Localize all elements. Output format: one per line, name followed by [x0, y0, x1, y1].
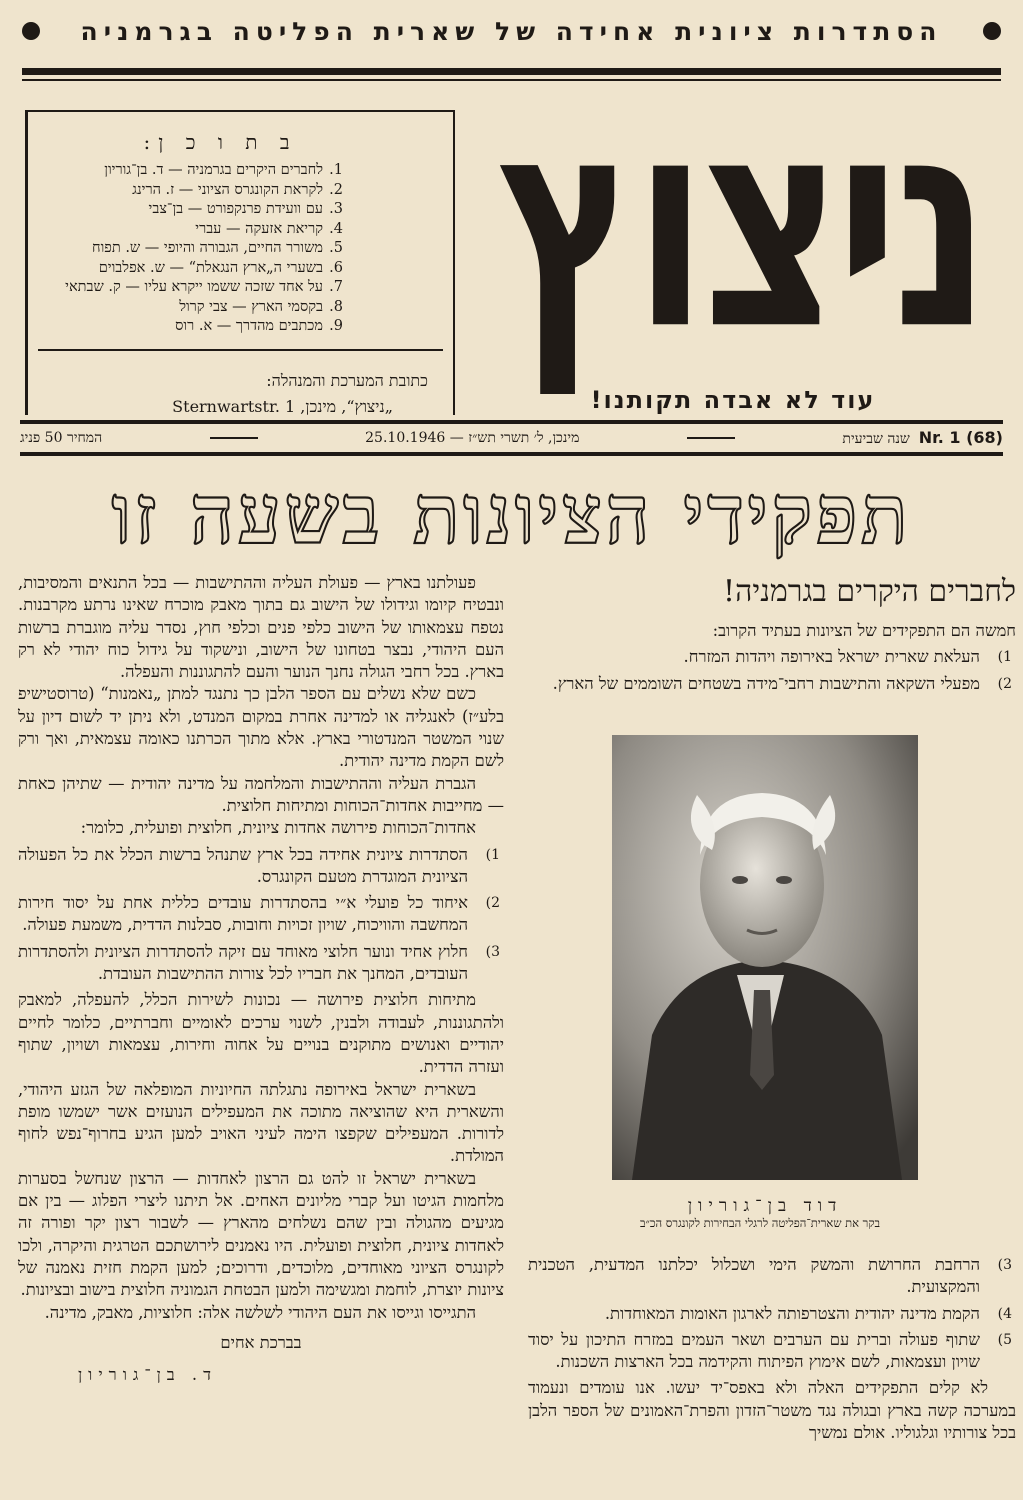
toc-text: עם וועידת פרנקפורט — בן־צבי — [148, 201, 323, 217]
toc-list — [28, 161, 453, 337]
task-number: 4) — [997, 1305, 1012, 1322]
article-left-column — [18, 572, 504, 1386]
toc-text: בשערי ה„ארץ הנגאלת“ — ש. אפלבוים — [98, 259, 323, 276]
article-paragraph: הגברת העליה וההתישבות והמלחמה על מדינה יהודית — שתיהן כאחת — מחייבות אחדות־הכוחות ומתיחות חלוצית. — [18, 773, 504, 815]
task-text: הרחבת החרושת והמשק הימי ושכלול יכלתנו המדעית, הטכנית והמקצועית. — [528, 1255, 980, 1297]
task-text: העלאת שארית ישראל באירופה ויהדות המזרח. — [683, 647, 980, 667]
list-text: איחוד כל פועלי א״י בהסתדרות עובדים כללית אחת על יסוד חירות המחשבה והוויכוח, שויון זכויות וחובות, סבלנות הדדית, משמעת פעולה. — [18, 893, 468, 935]
divider — [210, 437, 258, 439]
issue-date: מינכן, ל׳ תשרי תש״ז — 25.10.1946 — [365, 429, 580, 446]
toc-text: לחברים היקרים בגרמניה — ד. בן־גוריון — [104, 162, 323, 178]
toc-number: 7. — [329, 279, 343, 295]
toc-text: משורר החיים, הגבורה והיופי — ש. תפוח — [91, 240, 323, 256]
toc-item — [38, 317, 343, 337]
toc-text: מכתבים מהדרך — א. רוס — [175, 318, 323, 334]
task-number: 3) — [997, 1257, 1012, 1273]
task-item — [528, 673, 1016, 695]
task-number: 1) — [997, 649, 1012, 666]
toc-number: 3. — [329, 201, 343, 217]
toc-number: 9. — [329, 318, 343, 334]
address-label: כתובת המערכת והמנהלה: — [266, 370, 428, 390]
task-number: 2) — [997, 675, 1012, 692]
list-text: הסתדרות ציונית אחידה בכל ארץ שתנהל ברשות הכלל את כל הפעולה הציונית המוגדרת מטעם הקונגרס. — [18, 844, 468, 886]
list-item — [18, 941, 504, 986]
article-paragraph: כשם שלא נשלים עם הספר הלבן כך נתנגד למתן „נאמנות“ (טרוסטישיפ בלע״ז) לאנגליה או למדינה אחרת במקום המנדט, ולא ניתן יד לשום דיון על שנוי המשטר המנדטורי בארץ. אלא מתוך הכרתנו כאומה עצמאית, ואך ורק לשם הקמת מדינה יהודית. — [18, 684, 504, 771]
toc-number: 8. — [329, 298, 343, 315]
bullet-icon — [22, 22, 40, 40]
list-number: 3) — [485, 943, 500, 960]
toc-number: 4. — [329, 220, 343, 237]
task-item — [528, 1303, 1016, 1325]
article-paragraph: לא קלים התפקידים האלה ולא באפס־יד יעשו. אנו עומדים ונעמוד במערכה קשה בארץ ובגולה נגד משטר־הזדון והפרת־האמונים של הספר הלבן בכל צורותיו וגלגוליו. אולם נמשיך — [528, 1378, 1016, 1443]
dateline — [20, 426, 1003, 450]
task-item — [528, 1254, 1016, 1299]
toc-title: ב ת ו כ ן: — [143, 130, 298, 154]
toc-text: על אחד שזכה ששמו ייקרא עליו — ק. שבתאי — [65, 279, 323, 295]
portrait-image — [612, 735, 918, 1180]
address: „ניצוץ“, מינכן, Sternwartstr. 1 — [172, 396, 393, 416]
list-number: 1) — [485, 846, 500, 863]
task-text: הקמת מדינה יהודית והצטרפותה לארגון האומות המאוחדות. — [604, 1303, 980, 1323]
task-item — [528, 1329, 1016, 1374]
toc-item — [38, 278, 343, 298]
article-paragraph: פעולתנו בארץ — פעולת העליה וההתישבות — בכל התנאים והמסיבות, ונבטיח קיומו וגידולו של הישוב גם בתוך מאבק מוכרח שאינו נרתע מקרבנות. נטפח עצמאותו של הישוב כלפי פנים וכלפי חוץ, נסדר עליה מוגברת ברשות העם היהודי, נבצר בטחונו של הישוב, ונישקוד על גידול כוח יהודי לא רק בארץ. בכל רחבי הגולה נחנך הנוער והעם להתגוננות והעפלה. — [18, 573, 504, 682]
article-right-column — [528, 572, 1016, 699]
toc-item — [38, 239, 343, 259]
toc-item — [38, 298, 343, 318]
volume-year: שנה שביעית — [842, 431, 910, 447]
task-list — [528, 646, 1016, 695]
photo-caption: דוד בן־גוריון — [687, 1196, 843, 1216]
newspaper-logo: ניצוץ — [497, 54, 985, 394]
dateline-rule-top — [20, 420, 1003, 424]
table-of-contents — [25, 110, 455, 415]
article-subhead: לחברים היקרים בגרמניה! — [723, 574, 1016, 609]
list-text: חלוץ אחיד ונוער חלוצי מאוחד עם זיקה להסתדרות הציונית ולהסתדרות העובדים, המחנך את חבריו לכל צורות ההתישבות העובדת. — [18, 941, 468, 984]
article-paragraph: בשארית ישראל באירופה נתגלתה החיוניות המופלאה של הגזע היהודי, והשארית היא שהוציאה מתוכה את המעפילים הנועזים אשר ישמשו מופת לדורות. המעפילים שקפצו הימה לעיני האויב למען הגיע בחרוף־נפש לחוף המולדת. — [18, 1079, 504, 1166]
divider — [687, 437, 735, 439]
toc-number: 2. — [329, 181, 343, 198]
article-paragraph: חמשה הם התפקידים של הציונות בעתיד הקרוב: — [712, 621, 1016, 640]
organization-name: הסתדרות ציונית אחידה של שארית הפליטה בגרמניה — [80, 16, 943, 46]
photo-subcaption: בקר את שארית־הפליטה לרגלי הבחירות לקונגרס הכ״ב — [639, 1216, 881, 1230]
toc-item — [38, 200, 343, 220]
list-item — [18, 844, 504, 889]
toc-number: 6. — [329, 259, 343, 276]
toc-text: בקסמי הארץ — צבי קרול — [179, 298, 323, 315]
price: המחיר 50 פניג — [20, 429, 103, 446]
toc-text: לקראת הקונגרס הציוני — ז. הרינג — [132, 181, 323, 198]
article-right-column-continued — [528, 1250, 1016, 1444]
list-item — [18, 892, 504, 937]
divider — [38, 349, 443, 351]
task-text: שתוף פעולה וברית עם הערבים ושאר העמים במזרח התיכון על יסוד שויון ועצמאות, לשם אימוץ הפיתוח והקידמה בכל הארצות השכנות. — [528, 1329, 980, 1372]
task-item — [528, 646, 1016, 668]
issue-number: Nr. 1 (68) — [918, 428, 1003, 447]
issue-info — [842, 428, 1003, 448]
article-paragraph: מתיחות חלוצית פירושה — נכונות לשירות הכלל, להעפלה, למאבק ולהתגוננות, לעבודה ולבנין, לשנוי ערכים לאומיים וחברתיים, כלומר לחיים יהודיים ואנושים מתוקנים בנויים על אחוה וחירות, עצמאות ושויון, שתוף ועזרה הדדית. — [18, 990, 504, 1077]
portrait-photo — [612, 735, 918, 1180]
toc-number: 1. — [329, 162, 343, 178]
toc-item — [38, 181, 343, 201]
article-paragraph: בשארית ישראל זו להט גם הרצון לאחדות — הרצון שנחשל בסערות מלחמות הגיטו ועל קברי מליונים האחים. אל תיתנו ליצרי הפלוג — בין אם מגיעים מהגולה ובין שהם נשלחים מהארץ — לשבור רצון יקר ופורה זה לאחדות ציונית, חלוצית ופועלית. היו נאמנים לירושתכם הטרגית והיקרה, ולכו לקונגרס הציוני מאוחדים, מלוכדים, ודרוכים; למען הקמת חזית נאמנה של ציונות יוצרת, לוחמת ומגשימה ולמען הבטחת הגמוניה חלוצית בישוב ובציונות. — [18, 1168, 504, 1300]
toc-text: קריאת אזעקה — עברי — [195, 220, 323, 237]
unity-list — [18, 844, 504, 986]
toc-number: 5. — [329, 240, 343, 256]
slogan: עוד לא אבדה תקותנו! — [590, 386, 876, 414]
dateline-rule-bottom — [20, 452, 1003, 456]
article-paragraph: התגייסו וגייסו את העם היהודי לשלשה אלה: חלוציות, מאבק, מדינה. — [44, 1302, 476, 1322]
article-paragraph: אחדות־הכוחות פירושה אחדות ציונית, חלוצית ופועלית, כלומר: — [80, 818, 476, 838]
toc-item — [38, 161, 343, 181]
toc-item — [38, 220, 343, 240]
headline: תפקידי הציונות בשעה זו — [111, 467, 912, 563]
signature: ד. בן־גוריון — [78, 1365, 217, 1385]
toc-item — [38, 259, 343, 279]
task-list — [528, 1254, 1016, 1373]
greeting: בברכת אחים — [220, 1332, 302, 1352]
task-number: 5) — [997, 1331, 1012, 1348]
list-number: 2) — [485, 895, 500, 912]
task-text: מפעלי השקאה והתישבות רחבי־מידה בשטחים השוממים של הארץ. — [552, 673, 980, 693]
